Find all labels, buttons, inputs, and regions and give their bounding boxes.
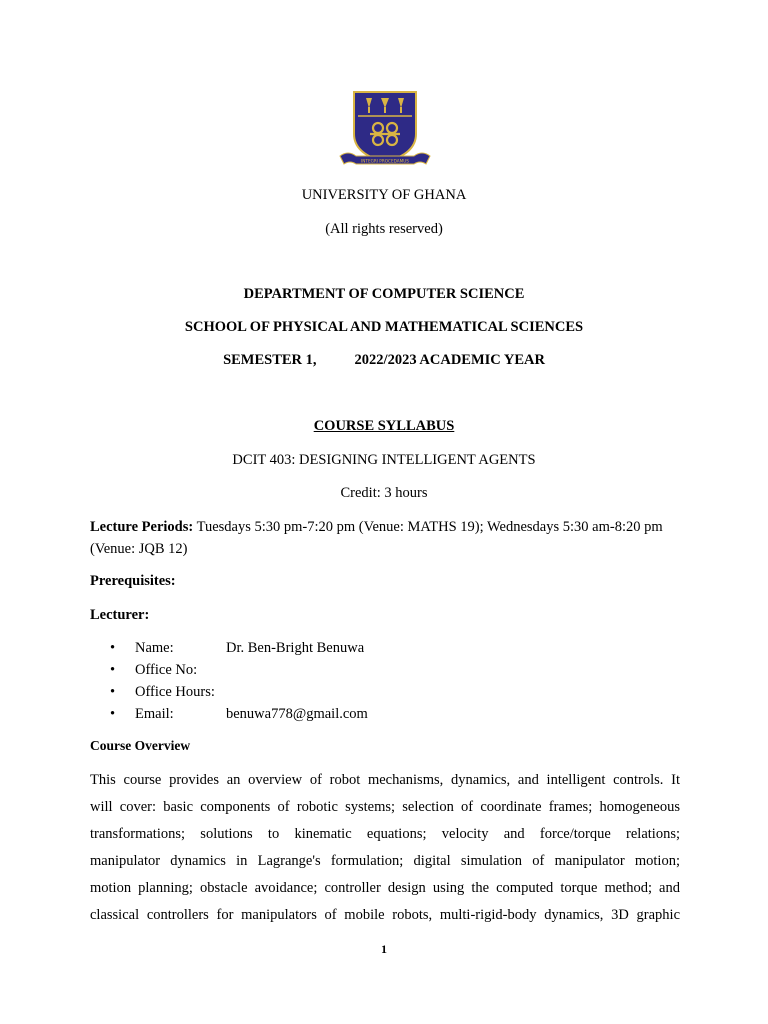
bullet-icon: • xyxy=(110,684,116,700)
overview-line: will cover: basic components of robotic systems; selection of coordinate frames; homogeneous xyxy=(90,799,680,815)
lecture-periods xyxy=(90,516,680,560)
lecturer-name-value: Dr. Ben-Bright Benuwa xyxy=(226,640,365,656)
lecture-periods-text: Tuesdays 5:30 pm-7:20 pm (Venue: MATHS 19); Wednesdays 5:30 am-8:20 pm (Venue: JQB 12) xyxy=(90,519,663,557)
school-name: SCHOOL OF PHYSICAL AND MATHEMATICAL SCIENCES xyxy=(184,319,584,335)
university-crest-logo xyxy=(336,90,434,170)
office-hours-label: Office Hours: xyxy=(135,684,215,700)
course-credit: Credit: 3 hours xyxy=(340,485,428,501)
lecture-periods-label: Lecture Periods: xyxy=(90,519,194,535)
list-item xyxy=(110,704,670,726)
semester-line xyxy=(0,351,768,369)
semester: SEMESTER 1, xyxy=(223,352,317,368)
bullet-icon: • xyxy=(110,662,116,678)
overview-line: transformations; solutions to kinematic equations; velocity and force/torque relations; xyxy=(90,826,680,842)
lecturer-name-label: Name: xyxy=(135,640,174,656)
rights-notice: (All rights reserved) xyxy=(325,221,443,237)
academic-year: 2022/2023 ACADEMIC YEAR xyxy=(354,352,545,368)
list-item xyxy=(110,682,670,704)
overview-line: classical controllers for manipulators of mobile robots, multi-rigid-body dynamics, 3D graphic xyxy=(90,907,680,923)
svg-text:INTEGRI PROCEDAMUS: INTEGRI PROCEDAMUS xyxy=(361,158,409,164)
page-number: 1 xyxy=(381,942,387,956)
course-overview-text xyxy=(90,767,680,929)
course-code-title: DCIT 403: DESIGNING INTELLIGENT AGENTS xyxy=(232,452,536,468)
university-name: UNIVERSITY OF GHANA xyxy=(301,187,467,203)
email-value[interactable]: benuwa778@gmail.com xyxy=(226,706,368,722)
bullet-icon: • xyxy=(110,640,116,656)
list-item xyxy=(110,660,670,682)
course-overview-heading: Course Overview xyxy=(90,738,191,753)
list-item xyxy=(110,638,670,660)
department-name: DEPARTMENT OF COMPUTER SCIENCE xyxy=(243,286,525,302)
email-label: Email: xyxy=(135,706,174,722)
course-syllabus-title: COURSE SYLLABUS xyxy=(313,418,455,434)
lecturer-details-list xyxy=(110,638,670,726)
office-no-label: Office No: xyxy=(135,662,198,678)
overview-line: manipulator dynamics in Lagrange's formulation; digital simulation of manipulator motion; xyxy=(90,853,680,869)
prerequisites-label: Prerequisites: xyxy=(90,573,176,589)
bullet-icon: • xyxy=(110,706,116,722)
lecturer-label: Lecturer: xyxy=(90,607,150,623)
overview-line: motion planning; obstacle avoidance; controller design using the computed torque method; and xyxy=(90,880,680,896)
overview-line: This course provides an overview of robot mechanisms, dynamics, and intelligent controls. It xyxy=(90,772,680,788)
